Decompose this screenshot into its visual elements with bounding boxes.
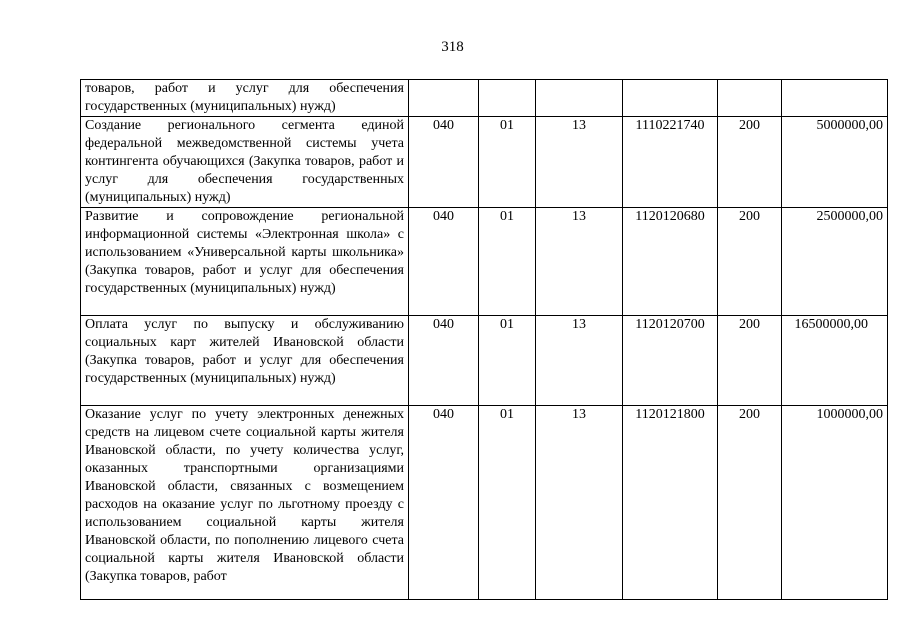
expense-type-cell: 200 — [718, 316, 782, 406]
table-row — [81, 406, 888, 600]
expense-type-cell — [718, 80, 782, 117]
section-code-cell: 01 — [479, 406, 536, 600]
row-description: Оказание услуг по учету электронных денежных средств на лицевом счете социальной карты жителя Ивановской области, по учету количества услуг, оказанных транспортными организациями Ивановской области, связанных с возмещением расходов на оказание услуг по льготному проезду с использованием социальной карты жителя Ивановской области, по пополнению лицевого счета социальной карты жителя Ивановской области (Закупка товаров, работ — [81, 406, 409, 600]
subsection-code-cell — [536, 80, 623, 117]
row-description: товаров, работ и услуг для обеспечения государственных (муниципальных) нужд) — [81, 80, 409, 117]
target-article-cell — [623, 80, 718, 117]
table-row — [81, 208, 888, 316]
admin-code-cell — [409, 80, 479, 117]
amount-cell: 1000000,00 — [782, 406, 888, 600]
amount-cell: 16500000,00 — [782, 316, 888, 406]
subsection-code-cell: 13 — [536, 316, 623, 406]
row-description: Развитие и сопровождение региональной информационной системы «Электронная школа» с использованием «Универсальной карты школьника» (Закупка товаров, работ и услуг для обеспечения государственных (муниципальных) нужд) — [81, 208, 409, 316]
expense-type-cell: 200 — [718, 117, 782, 208]
section-code-cell — [479, 80, 536, 117]
page-number: 318 — [441, 39, 464, 55]
table-row — [81, 80, 888, 117]
amount-cell — [782, 80, 888, 117]
section-code-cell: 01 — [479, 208, 536, 316]
admin-code-cell: 040 — [409, 208, 479, 316]
target-article-cell: 1120120680 — [623, 208, 718, 316]
subsection-code-cell: 13 — [536, 406, 623, 600]
target-article-cell: 1110221740 — [623, 117, 718, 208]
admin-code-cell: 040 — [409, 406, 479, 600]
target-article-cell: 1120121800 — [623, 406, 718, 600]
subsection-code-cell: 13 — [536, 117, 623, 208]
row-description: Создание регионального сегмента единой федеральной межведомственной системы учета контингента обучающихся (Закупка товаров, работ и услуг для обеспечения государственных (муниципальных) нужд) — [81, 117, 409, 208]
section-code-cell: 01 — [479, 316, 536, 406]
amount-cell: 2500000,00 — [782, 208, 888, 316]
section-code-cell: 01 — [479, 117, 536, 208]
target-article-cell: 1120120700 — [623, 316, 718, 406]
budget-table — [80, 79, 888, 600]
amount-cell: 5000000,00 — [782, 117, 888, 208]
subsection-code-cell: 13 — [536, 208, 623, 316]
admin-code-cell: 040 — [409, 316, 479, 406]
row-description: Оплата услуг по выпуску и обслуживанию социальных карт жителей Ивановской области (Закупка товаров, работ и услуг для обеспечения государственных (муниципальных) нужд) — [81, 316, 409, 406]
table-row — [81, 316, 888, 406]
expense-type-cell: 200 — [718, 208, 782, 316]
admin-code-cell: 040 — [409, 117, 479, 208]
table-row — [81, 117, 888, 208]
expense-type-cell: 200 — [718, 406, 782, 600]
